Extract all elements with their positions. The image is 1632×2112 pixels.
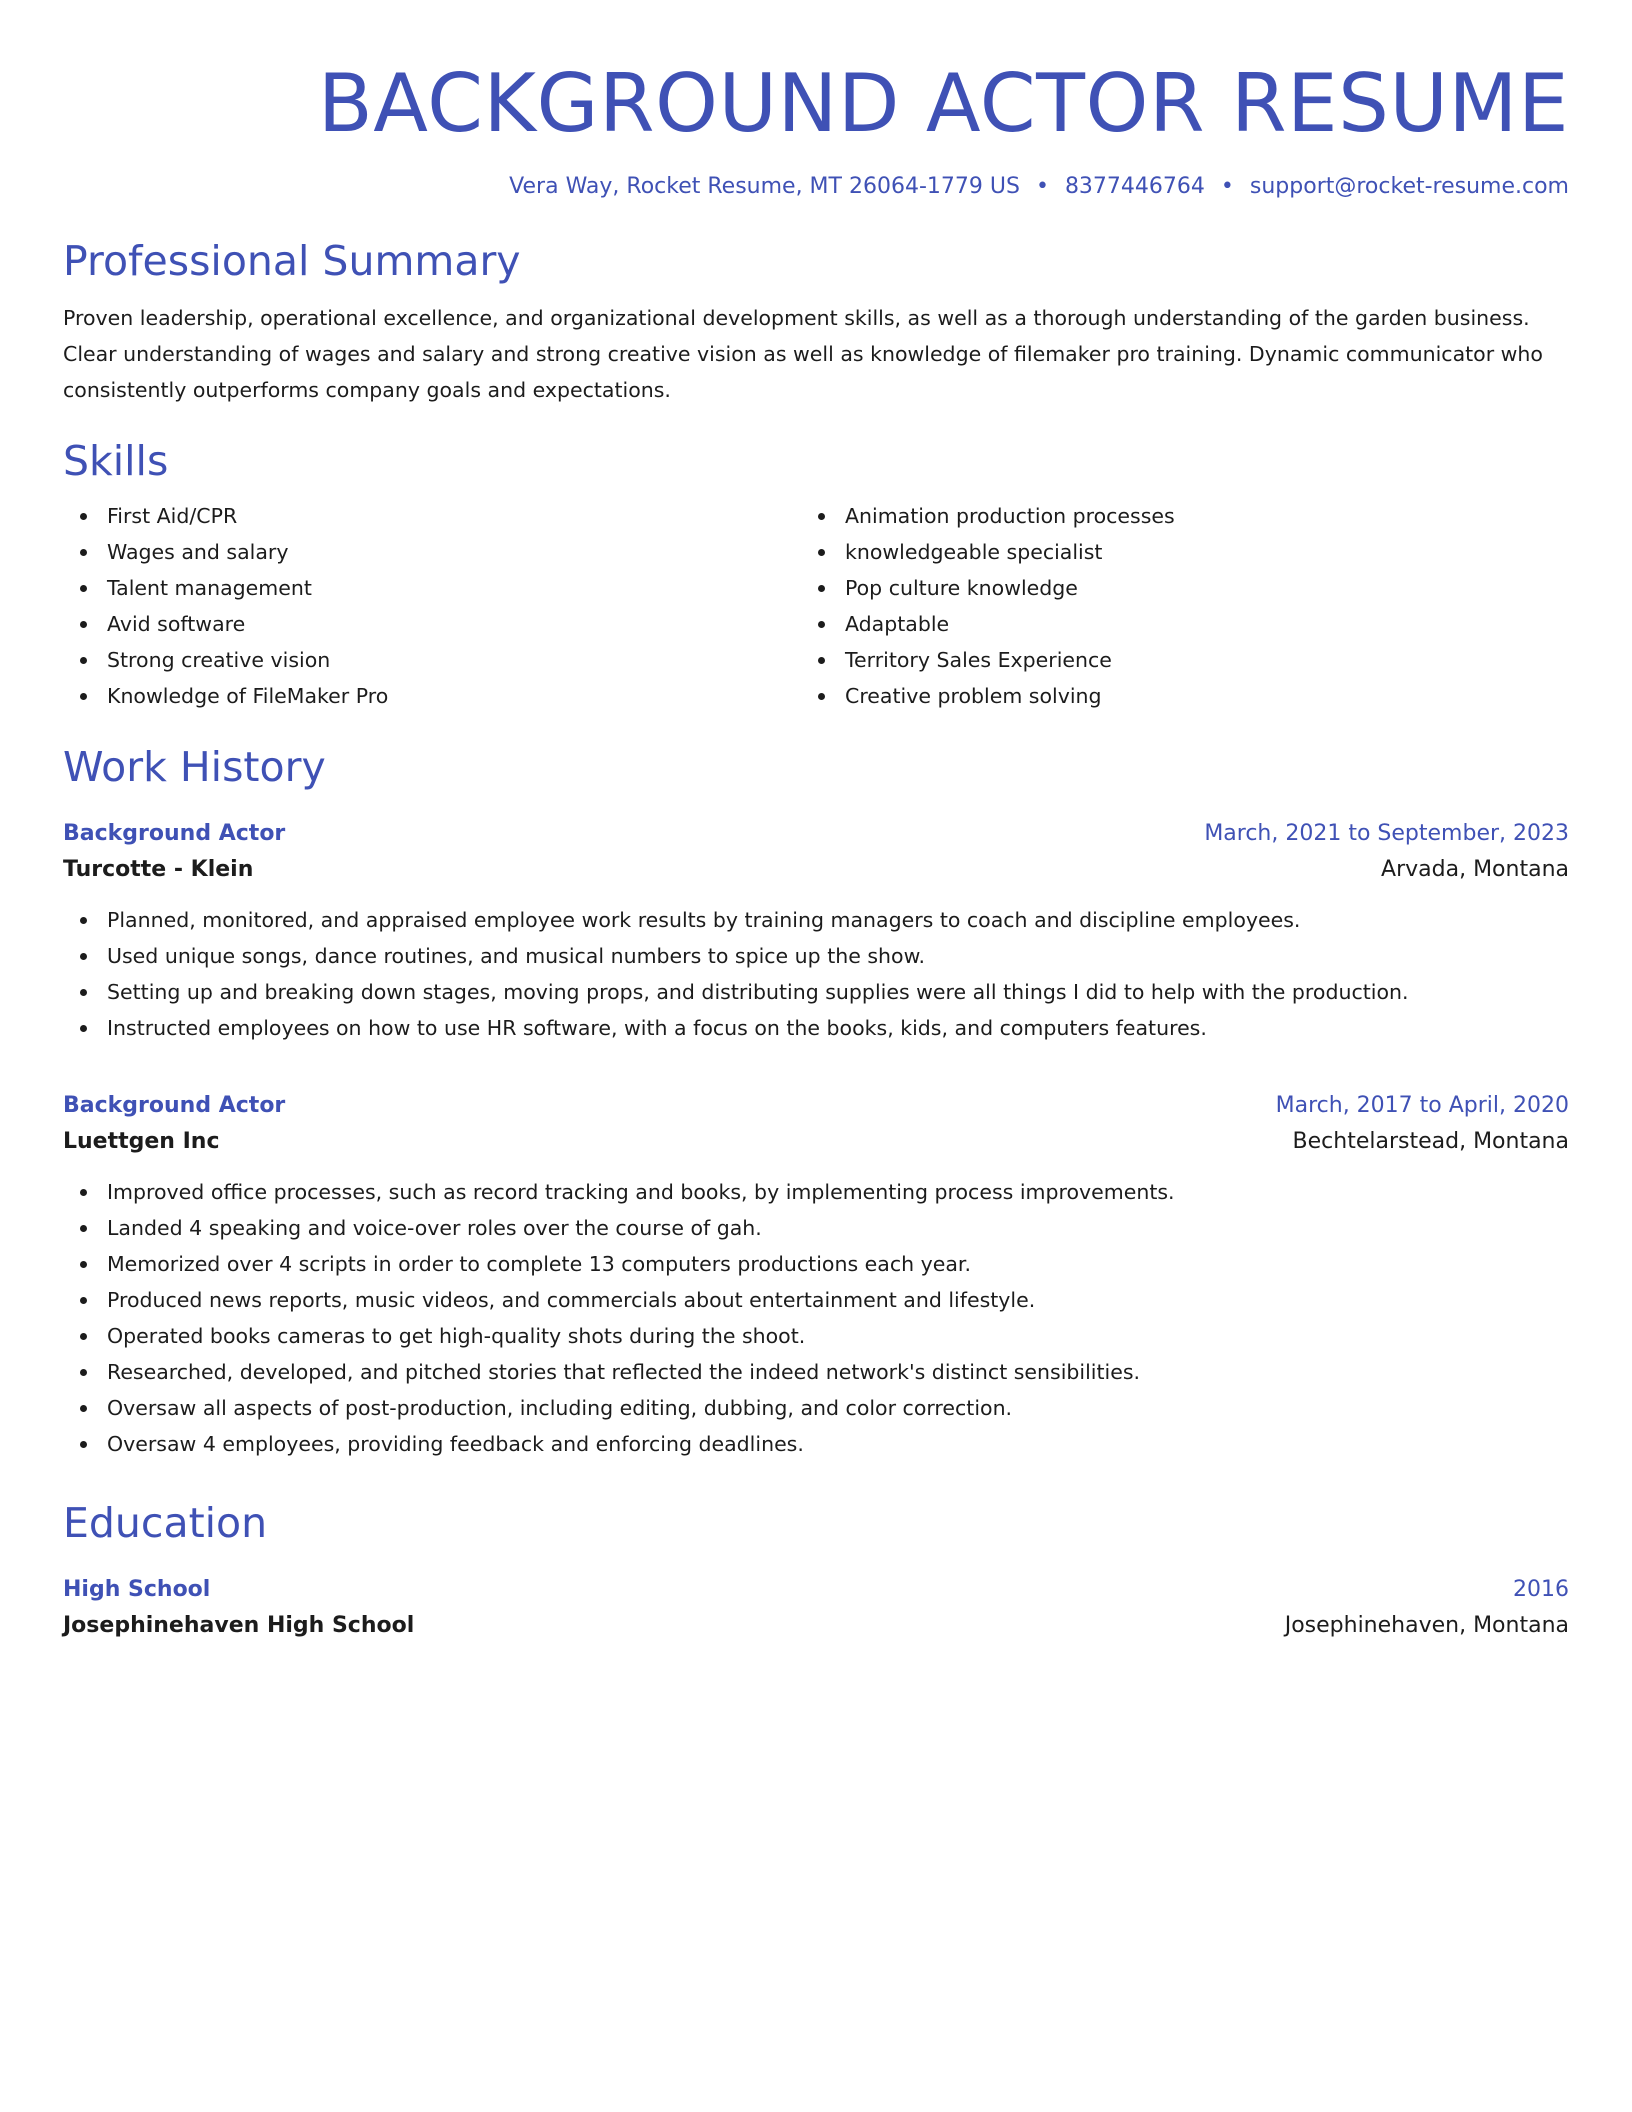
skill-item: Pop culture knowledge [845,570,1539,606]
job-bullet: Instructed employees on how to use HR software, with a focus on the books, kids, and computers features. [107,1010,1569,1046]
job-bullet: Landed 4 speaking and voice-over roles over the course of gah. [107,1210,1569,1246]
job-bullet: Oversaw all aspects of post-production, including editing, dubbing, and color correction. [107,1390,1569,1426]
job-dates: March, 2021 to September, 2023 [1204,821,1569,846]
work-history-heading: Work History [63,743,326,791]
skill-item: First Aid/CPR [107,498,801,534]
skill-item: Adaptable [845,606,1539,642]
contact-separator: • [1035,174,1049,199]
contact-email[interactable]: support@rocket-resume.com [1249,174,1569,199]
job-company-row [63,1124,1569,1160]
skills-heading: Skills [63,437,169,485]
education-heading: Education [63,1499,268,1547]
job-location: Bechtelarstead, Montana [1292,1129,1569,1154]
skill-item: Creative problem solving [845,678,1539,714]
job-location: Arvada, Montana [1381,857,1569,882]
job-entry [63,1088,1569,1462]
skills-columns [63,498,1569,714]
skills-list-left [63,498,801,714]
education-year: 2016 [1513,1577,1569,1602]
skill-item: Avid software [107,606,801,642]
summary-text: Proven leadership, operational excellence, and organizational development skills, as well as a thorough understanding of the garden business. Clear understanding of wages and salary and strong creative vision as well as knowledge of filemaker pro training. Dynamic communicator who consistently outperforms company goals and expectations. [63,306,1543,402]
skill-item: Knowledge of FileMaker Pro [107,678,801,714]
contact-phone: 8377446764 [1064,174,1205,199]
work-history-section [63,742,1569,1462]
job-bullet: Operated books cameras to get high-quality shots during the shoot. [107,1318,1569,1354]
job-bullet: Oversaw 4 employees, providing feedback and enforcing deadlines. [107,1426,1569,1462]
job-bullet: Used unique songs, dance routines, and musical numbers to spice up the show. [107,938,1569,974]
contact-line [63,172,1569,202]
education-degree-row [63,1572,1569,1608]
contact-address: Vera Way, Rocket Resume, MT 26064-1779 US [509,174,1020,199]
job-title: Background Actor [63,821,286,846]
resume-header [63,56,1569,202]
job-bullets [63,902,1569,1046]
job-bullet: Planned, monitored, and appraised employee work results by training managers to coach and discipline employees. [107,902,1569,938]
skills-section [63,436,1569,714]
skill-item: Strong creative vision [107,642,801,678]
skills-list-right [801,498,1539,714]
job-title-row [63,1088,1569,1124]
job-title: Background Actor [63,1093,286,1118]
education-entry [63,1572,1569,1644]
job-bullet: Memorized over 4 scripts in order to complete 13 computers productions each year. [107,1246,1569,1282]
summary-heading: Professional Summary [63,237,521,285]
skill-item: Territory Sales Experience [845,642,1539,678]
job-bullet: Setting up and breaking down stages, moving props, and distributing supplies were all things I did to help with the production. [107,974,1569,1010]
education-degree: High School [63,1577,211,1602]
education-school: Josephinehaven High School [63,1613,415,1638]
job-company: Turcotte - Klein [63,857,254,882]
summary-section [63,236,1569,408]
skill-item: Talent management [107,570,801,606]
job-entry [63,816,1569,1046]
skill-item: Animation production processes [845,498,1539,534]
job-bullet: Researched, developed, and pitched stories that reflected the indeed network's distinct sensibilities. [107,1354,1569,1390]
education-location: Josephinehaven, Montana [1284,1613,1569,1638]
job-company: Luettgen Inc [63,1129,220,1154]
job-title-row [63,816,1569,852]
education-section [63,1498,1569,1644]
job-bullet: Improved office processes, such as record tracking and books, by implementing process improvements. [107,1174,1569,1210]
skill-item: Wages and salary [107,534,801,570]
job-bullets [63,1174,1569,1462]
education-school-row [63,1608,1569,1644]
job-bullet: Produced news reports, music videos, and commercials about entertainment and lifestyle. [107,1282,1569,1318]
resume-title: BACKGROUND ACTOR RESUME [317,57,1569,150]
job-dates: March, 2017 to April, 2020 [1275,1093,1569,1118]
skill-item: knowledgeable specialist [845,534,1539,570]
contact-separator: • [1220,174,1234,199]
job-company-row [63,852,1569,888]
